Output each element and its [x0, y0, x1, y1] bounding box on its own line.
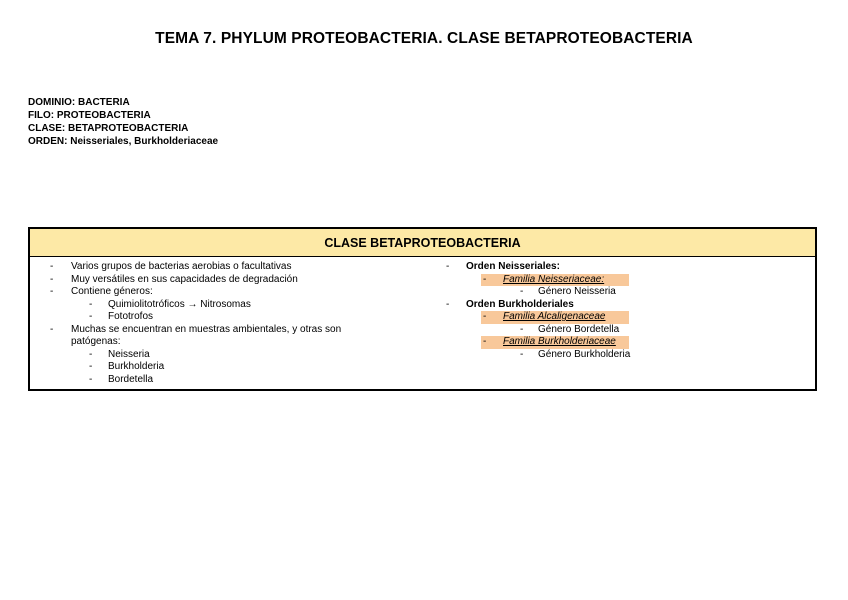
- list-subitem: - Fototrofos: [89, 311, 154, 322]
- page-title: TEMA 7. PHYLUM PROTEOBACTERIA. CLASE BETAPROTEOBACTERIA: [155, 30, 693, 47]
- box-header: CLASE BETAPROTEOBACTERIA: [30, 229, 815, 257]
- genus-item: - Género Bordetella: [520, 323, 620, 335]
- taxonomy-phylum: FILO: PROTEOBACTERIA: [28, 110, 151, 121]
- genus-item: - Género Neisseria: [520, 286, 616, 297]
- list-item: - Varios grupos de bacterias aerobias o facultativas: [50, 261, 292, 272]
- list-subitem: - Neisseria: [89, 348, 150, 360]
- taxonomy-domain: DOMINIO: BACTERIA: [28, 97, 130, 108]
- list-subitem: - Quimiolitotróficos → Nitrosomas: [89, 298, 251, 310]
- classification-list: [446, 261, 806, 361]
- taxonomy-order: ORDEN: Neisseriales, Burkholderiaceae: [28, 136, 219, 147]
- list-item: - Contiene géneros:: [50, 286, 153, 297]
- characteristics-list: [50, 261, 430, 386]
- taxonomy-class: CLASE: BETAPROTEOBACTERIA: [28, 123, 189, 134]
- list-item: - Muchas se encuentran en muestras ambientales, y otras son: [50, 323, 342, 335]
- list-item: - Muy versátiles en sus capacidades de degradación: [50, 273, 298, 285]
- family-item: - Familia Neisseriaceae:: [446, 274, 806, 287]
- genus-item: - Género Burkholderia: [520, 348, 631, 360]
- family-item: - Familia Burkholderiaceae: [446, 336, 806, 349]
- list-subitem: - Bordetella: [89, 373, 154, 385]
- order-item: - Orden Burkholderiales: [446, 298, 574, 310]
- class-summary-box: [28, 227, 817, 391]
- family-item: - Familia Alcaligenaceae: [446, 311, 806, 324]
- taxonomy-block: [28, 96, 218, 148]
- list-item-continuation: patógenas:: [71, 336, 121, 347]
- list-subitem: - Burkholderia: [89, 361, 165, 372]
- order-item: - Orden Neisseriales:: [446, 261, 560, 272]
